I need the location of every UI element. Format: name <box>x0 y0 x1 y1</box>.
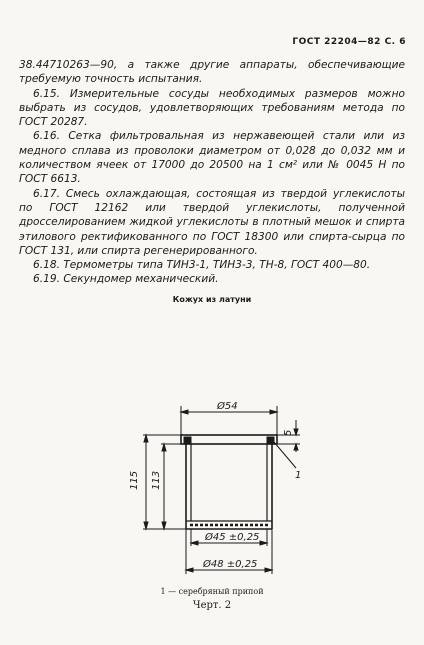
dim-inner-label: Ø45 ±0,25 <box>205 532 260 543</box>
arrow <box>294 444 298 450</box>
figure-caption: Кожух из латуни <box>172 295 252 304</box>
paragraph-6-18: 6.18. Термометры типа ТИН3-1, ТИН3-3, ТН-8, ГОСТ 400—80. <box>33 259 371 272</box>
arrow <box>162 444 166 451</box>
paragraph-6-19: 6.19. Секундомер механический. <box>33 273 219 286</box>
page-header: ГОСТ 22204—82 С. 6 <box>292 37 406 47</box>
arrow <box>270 410 277 414</box>
arrow <box>294 429 298 435</box>
arrow <box>260 541 267 545</box>
dim-outer-label: Ø48 ±0,25 <box>203 559 258 570</box>
paragraph-6-16: 6.16. Сетка фильтровальная из нержавеющей стали или из медного сплава из проволоки диаметром от 0,028 до 0,032 мм и количеством ячеек от 17000 до 20500 на 1 см² или № 0045 Н по ГОСТ 6613. <box>19 130 405 186</box>
arrow <box>265 568 272 572</box>
paragraph-continuation: 38.44710263—90, а также другие аппараты, обеспечивающие требуемую точность испытания. <box>19 59 405 86</box>
arrow <box>144 522 148 529</box>
rim-solder-left <box>184 437 191 443</box>
dim-113-label: 113 <box>151 470 162 490</box>
arrow <box>191 541 198 545</box>
paragraph-6-15: 6.15. Измерительные сосуды необходимых размеров можно выбрать из сосудов, удовлетворяющих требованиям метода по ГОСТ 20287. <box>19 87 405 129</box>
arrow <box>186 568 193 572</box>
figure-label: Черт. 2 <box>192 600 232 611</box>
arrow <box>162 522 166 529</box>
dim-top-label: Ø54 <box>217 401 238 412</box>
callout-label: 1 <box>295 470 302 481</box>
arrow <box>181 410 188 414</box>
rim-solder-right <box>267 437 274 443</box>
rim <box>181 435 277 444</box>
dim-rim-label: 5 <box>283 429 294 436</box>
paragraph-6-17: 6.17. Смесь охлаждающая, состоящая из твердой углекислоты по ГОСТ 12162 или твердой углекислоты, полученной дросселированием жидкой углекислоты в плотный мешок и спирта этилового ректификованного по ГОСТ 18300 или спирта-сырца по ГОСТ 131, или спирта регенерированного. <box>19 187 405 257</box>
callout-leader <box>274 442 296 468</box>
arrow <box>144 435 148 442</box>
dim-115-label: 115 <box>129 470 140 490</box>
figure-note: 1 — серебряный припой <box>160 587 264 596</box>
